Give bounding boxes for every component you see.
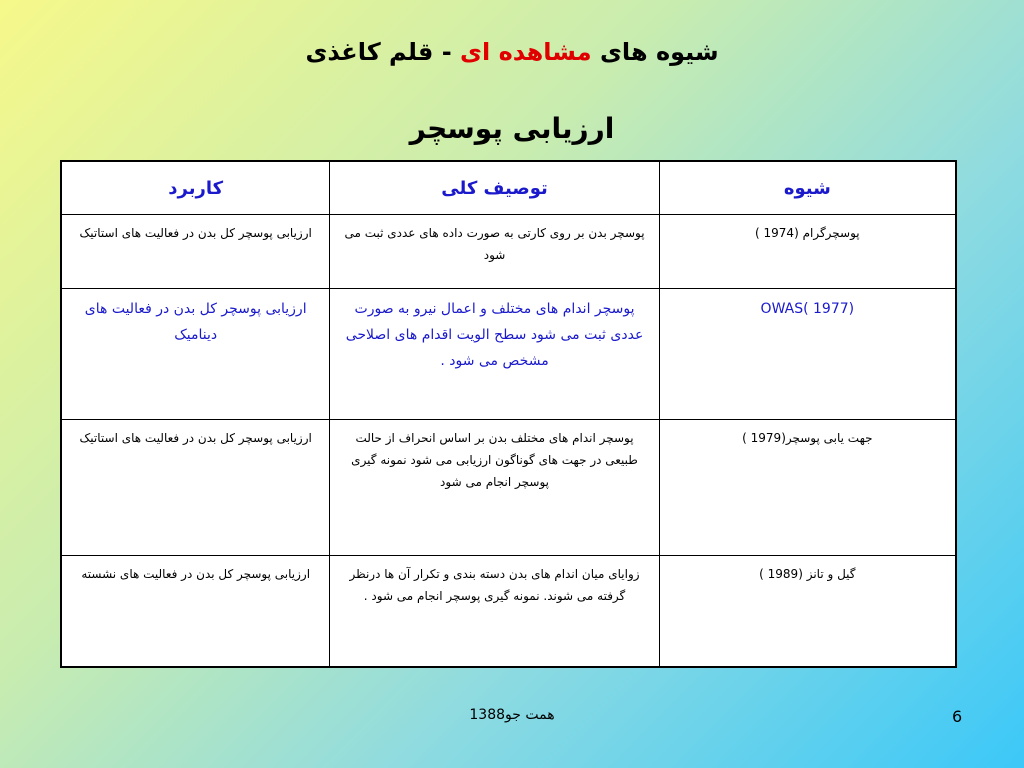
cell-description: زوایای میان اندام های بدن دسته بندی و تکرار آن ها درنظر گرفته می شوند. نمونه گیری پوسچر انجام می شود .	[330, 556, 659, 667]
table-row	[61, 289, 956, 420]
cell-usage: ارزیابی پوسچر کل بدن در فعالیت های دینامیک	[61, 289, 330, 420]
cell-description: پوسچر اندام های مختلف و اعمال نیرو به صورت عددی ثبت می شود سطح الویت اقدام های اصلاحی مشخص می شود .	[330, 289, 659, 420]
table-row	[61, 215, 956, 289]
cell-description: پوسچر اندام های مختلف بدن بر اساس انحراف از حالت طبیعی در جهت های گوناگون ارزیابی می شود نمونه گیری پوسچر انجام می شود	[330, 420, 659, 556]
cell-usage: ارزیابی پوسچر کل بدن در فعالیت های استاتیک	[61, 215, 330, 289]
page-number: 6	[952, 707, 963, 726]
cell-usage: ارزیابی پوسچر کل بدن در فعالیت های استاتیک	[61, 420, 330, 556]
cell-description: پوسچر بدن بر روی کارتی به صورت داده های عددی ثبت می شود	[330, 215, 659, 289]
table-header-row	[61, 161, 956, 215]
slide-title	[0, 38, 1024, 66]
methods-table	[60, 160, 957, 668]
slide-subtitle: ارزیابی پوسچر	[409, 112, 615, 145]
cell-method: پوسچرگرام (1974 )	[659, 215, 956, 289]
cell-method: جهت یابی پوسچر(1979 )	[659, 420, 956, 556]
cell-method: OWAS( 1977)	[659, 289, 956, 420]
title-part2: - قلم کاغذی	[305, 38, 452, 66]
header-usage: کاربرد	[61, 161, 330, 215]
cell-method: گیل و تانز (1989 )	[659, 556, 956, 667]
title-accent: مشاهده ای	[460, 38, 592, 66]
header-method: شیوه	[659, 161, 956, 215]
table-row	[61, 420, 956, 556]
table-row	[61, 556, 956, 667]
header-description: توصیف کلی	[330, 161, 659, 215]
slide-footer: 1388همت جو	[469, 707, 555, 723]
cell-usage: ارزیابی پوسچر کل بدن در فعالیت های نشسته	[61, 556, 330, 667]
title-part1: شیوه های	[599, 38, 719, 66]
